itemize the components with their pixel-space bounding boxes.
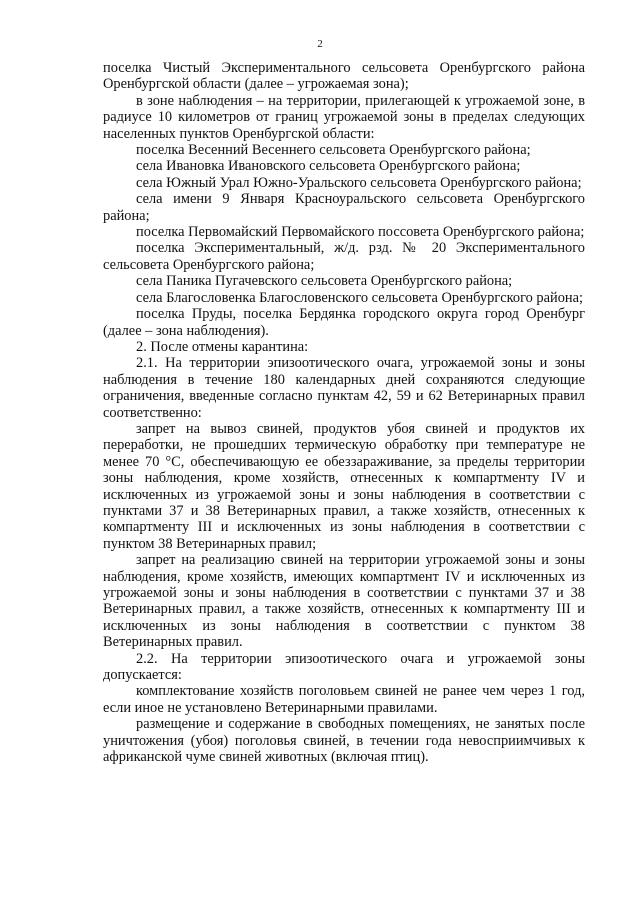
paragraph-settlement-imeni-9-yanvarya: села имени 9 Января Красноуральского сельсовета Оренбургского района; xyxy=(103,191,585,224)
paragraph-housing-other-animals: размещение и содержание в свободных помещениях, не занятых после уничтожения (убоя) поголовья свиней, в течении года невосприимчивых к африканской чуме свиней животных (включая птиц). xyxy=(103,716,585,766)
paragraph-settlement-ivanovka: села Ивановка Ивановского сельсовета Оренбургского района; xyxy=(136,158,521,175)
paragraph-export-ban: запрет на вывоз свиней, продуктов убоя свиней и продуктов их переработки, не прошедших термическую обработку при температуре не менее 70 °С, обеспечивающую ее обеззараживание, за пределы территории зоны наблюдения, кроме хозяйств, отнесенных к компартменту IV и исключенных из угрожаемой зоны и зоны наблюдения в соответствии с пунктами 37 и 38 Ветеринарных правил, а также хозяйств, отнесенных к компартменту III и исключенных из зоны наблюдения в соответствии с пунктом 38 Ветеринарных правил; xyxy=(103,420,585,552)
page-number: 2 xyxy=(317,38,323,50)
paragraph-sale-ban: запрет на реализацию свиней на территории угрожаемой зоны и зоны наблюдения, кроме хозяйств, имеющих компартмент IV и исключенных из угрожаемой зоны и зоны наблюдения в соответствии с пунктами 37 и 38 Ветеринарных правил, а также хозяйств, отнесенных к компартменту III и исключенных из зоны наблюдения в соответствии с пунктом 38 Ветеринарных правил. xyxy=(103,552,585,651)
paragraph-settlement-eksperimentalny: поселка Экспериментальный, ж/д. рзд. № 20 Экспериментального сельсовета Оренбургского района; xyxy=(103,240,585,273)
paragraph-observation-zone-intro: в зоне наблюдения – на территории, прилегающей к угрожаемой зоне, в радиусе 10 километров от границ угрожаемой зоны в пределах следующих населенных пунктов Оренбургской области: xyxy=(103,92,585,142)
paragraph-settlement-blagoslovenka: села Благословенка Благословенского сельсовета Оренбургского района; xyxy=(136,289,583,306)
paragraph-restocking: комплектование хозяйств поголовьем свиней не ранее чем через 1 год, если иное не установлено Ветеринарными правилами. xyxy=(103,683,585,716)
paragraph-threatened-zone-continuation: поселка Чистый Экспериментального сельсовета Оренбургского района Оренбургской области (далее – угрожаемая зона); xyxy=(103,60,585,93)
paragraph-settlement-panika: села Паника Пугачевского сельсовета Оренбургского района; xyxy=(136,273,513,290)
paragraph-settlement-yuzhny-ural: села Южный Урал Южно-Уральского сельсовета Оренбургского района; xyxy=(136,174,582,191)
document-body xyxy=(103,60,585,765)
paragraph-settlement-prudy-berdyanka: поселка Пруды, поселка Бердянка городского округа город Оренбург (далее – зона наблюдения). xyxy=(103,306,585,339)
paragraph-settlement-vesenniy: поселка Весенний Весеннего сельсовета Оренбургского района; xyxy=(136,142,531,159)
paragraph-section-2: 2. После отмены карантина: xyxy=(136,338,309,355)
paragraph-clause-2-2: 2.2. На территории эпизоотического очага и угрожаемой зоны допускается: xyxy=(103,650,585,684)
paragraph-settlement-pervomayskiy: поселка Первомайский Первомайского поссовета Оренбургского района; xyxy=(136,224,585,241)
paragraph-clause-2-1: 2.1. На территории эпизоотического очага, угрожаемой зоны и зоны наблюдения в течение 180 календарных дней сохраняются следующие ограничения, введенные согласно пунктам 42, 59 и 62 Ветеринарных правил соответственно: xyxy=(103,355,585,421)
